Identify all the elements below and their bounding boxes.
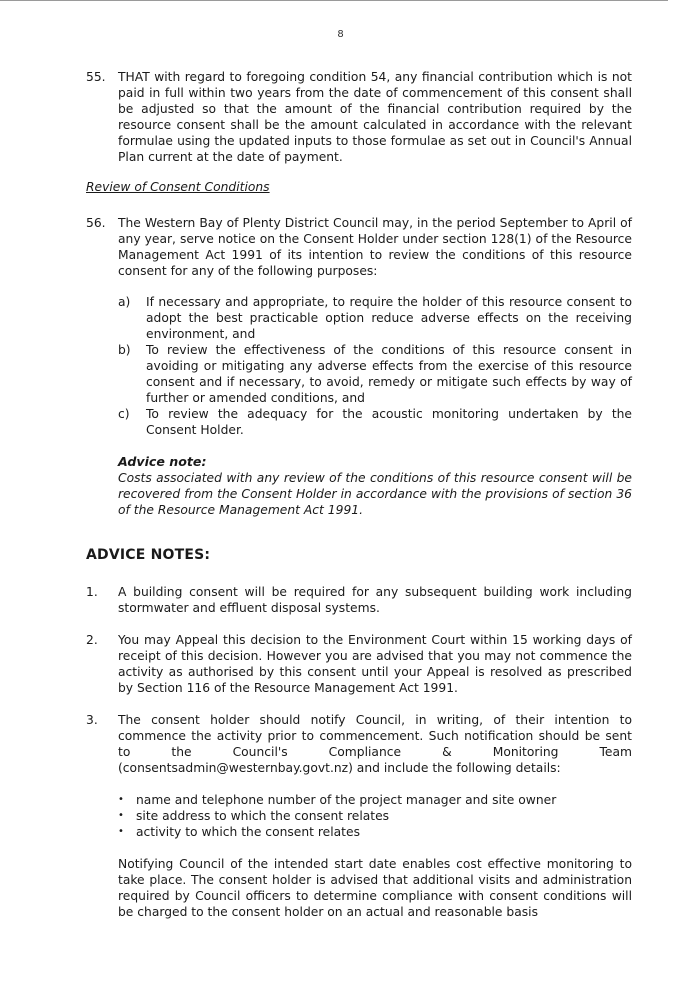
bullet-icon: • <box>118 794 124 805</box>
advice-note-3-number: 3. <box>86 713 98 727</box>
advice-notes-heading: ADVICE NOTES: <box>86 547 211 563</box>
bullet-item: name and telephone number of the project manager and site owner <box>136 793 557 807</box>
review-heading: Review of Consent Conditions <box>86 180 270 194</box>
advice-note-1-text: A building consent will be required for any subsequent building work including stormwater and effluent disposal systems. <box>118 585 632 616</box>
clause-56-number: 56. <box>86 216 106 230</box>
clause-56-item-b-marker: b) <box>118 343 131 357</box>
bullet-item: activity to which the consent relates <box>136 825 360 839</box>
clause-56-text: The Western Bay of Plenty District Council may, in the period September to April of any year, serve notice on the Consent Holder under section 128(1) of the Resource Management Act 1991 of its intention to review the conditions of this resource consent for any of the following purposes: <box>118 216 632 279</box>
top-rule <box>0 0 668 1</box>
bullet-item: site address to which the consent relates <box>136 809 390 823</box>
page-number: 8 <box>337 29 344 40</box>
clause-56-item-a: If necessary and appropriate, to require the holder of this resource consent to adopt the best practicable option reduce adverse effects on the receiving environment, and <box>146 295 632 342</box>
bullet-icon: • <box>118 826 124 837</box>
advice-note-title: Advice note: <box>118 454 207 469</box>
clause-56-item-a-marker: a) <box>118 295 131 309</box>
advice-note-2-text: You may Appeal this decision to the Environment Court within 15 working days of receipt of this decision. However you are advised that you may not commence the activity as authorised by this consent until your Appeal is resolved as prescribed by Section 116 of the Resource Management Act 1991. <box>118 633 632 696</box>
clause-55-text: THAT with regard to foregoing condition 54, any financial contribution which is not paid in full within two years from the date of commencement of this consent shall be adjusted so that the amount of the financial contribution required by the resource consent shall be the amount calculated in accordance with the relevant formulae using the updated inputs to those formulae as set out in Council's Annual Plan current at the date of payment. <box>118 70 632 165</box>
bullet-icon: • <box>118 810 124 821</box>
advice-note-text: Costs associated with any review of the conditions of this resource consent will be recovered from the Consent Holder in accordance with the provisions of section 36 of the Resource Management Act 1991. <box>118 471 632 518</box>
closing-paragraph: Notifying Council of the intended start date enables cost effective monitoring to take place. The consent holder is advised that additional visits and administration required by Council officers to determine compliance with consent conditions will be charged to the consent holder on an actual and reasonable basis <box>118 857 632 920</box>
clause-56-item-c: To review the adequacy for the acoustic monitoring undertaken by the Consent Holder. <box>146 407 632 438</box>
advice-note-1-number: 1. <box>86 585 98 599</box>
advice-note-3-text: The consent holder should notify Council, in writing, of their intention to commence the activity prior to commencement. Such notification should be sent to the Council's Compliance & Monitoring Team (consentsadmin@westernbay.govt.nz) and include the following details: <box>118 713 632 776</box>
clause-56-item-c-marker: c) <box>118 407 130 421</box>
advice-note-2-number: 2. <box>86 633 98 647</box>
clause-56-item-b: To review the effectiveness of the conditions of this resource consent in avoiding or mitigating any adverse effects from the exercise of this resource consent and if necessary, to avoid, remedy or mitigate such effects by way of further or amended conditions, and <box>146 343 632 406</box>
clause-55-number: 55. <box>86 70 106 84</box>
